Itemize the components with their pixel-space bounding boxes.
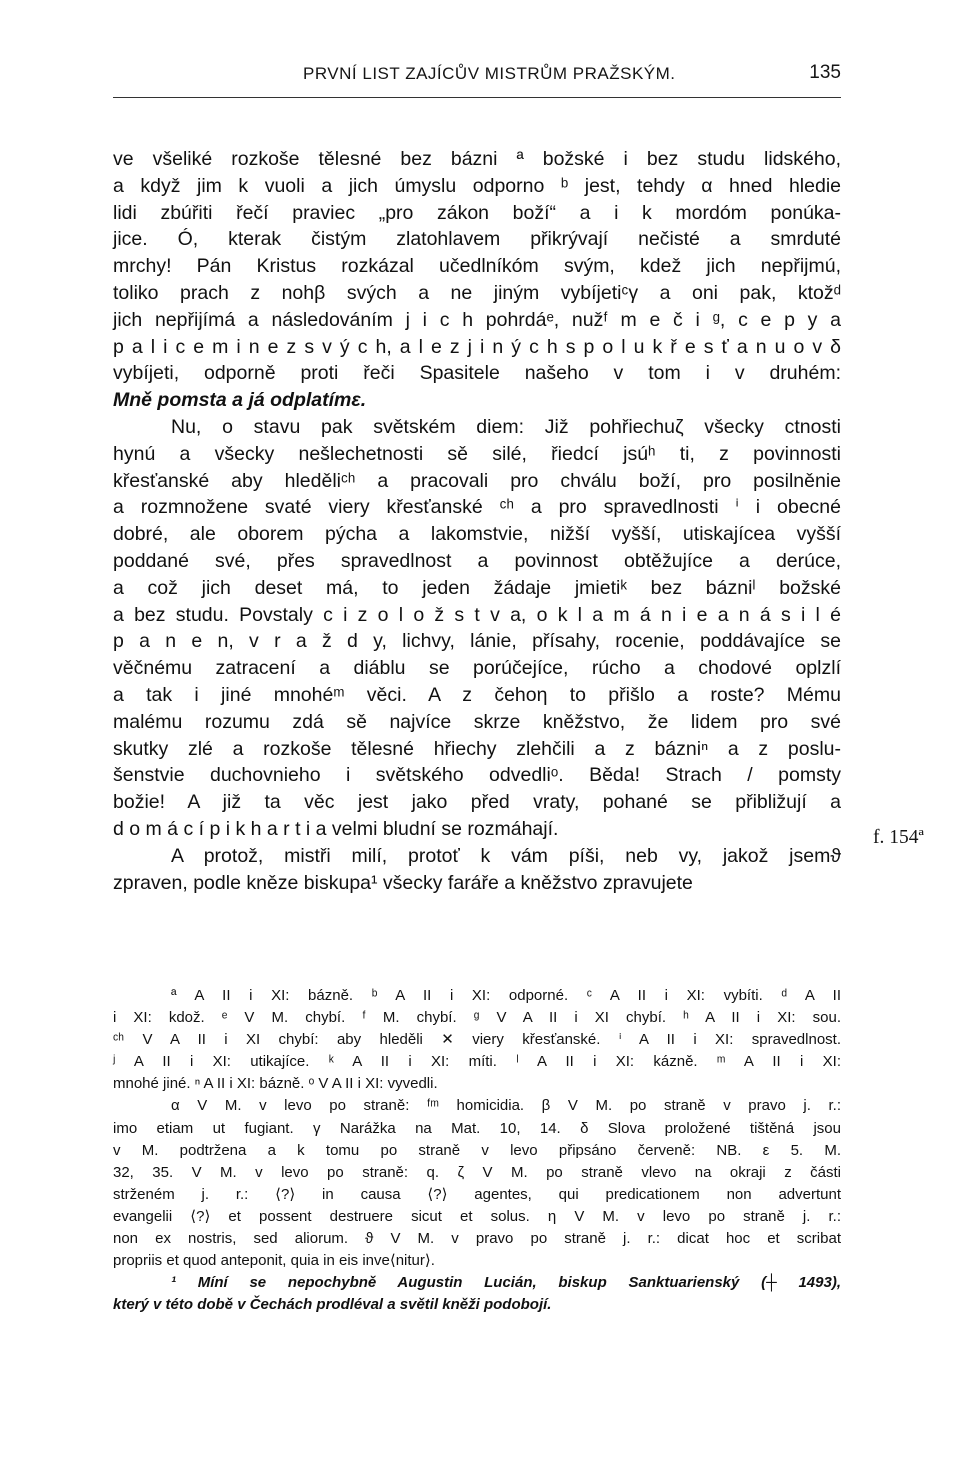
text-line: jice. Ó, kterak čistým zlatohlavem přikrývají nečisté a smrduté [113, 228, 841, 251]
text-line: mrchy! Pán Kristus rozkázal učedlníkóm svým, kdež jich nepřijmú, [113, 255, 841, 278]
text-line: ve všeliké rozkoše tělesné bez bázni ª božské i bez studu lidského, [113, 148, 841, 170]
text-line: a rozmnožene svaté viery křesťanské ᶜʰ a pro spravedlnosti ⁱ i obecné [113, 496, 841, 519]
text-line: vybíjeti, odporně proti řeči Spasitele našeho v tom i v druhém: [113, 362, 841, 385]
text-line: věčnému zatracení a diáblu se porúčejíce, rúcho a chodové oplzlí [113, 657, 841, 680]
text-line: křesťanské aby hleděliᶜʰ a pracovali pro chválu boží, pro posilněnie [113, 469, 841, 492]
text-line: a což jich deset má, to jeden žádaje jmietiᵏ bez bázniˡ božské [113, 576, 841, 599]
footnote-line: ¹ Míní se nepochybně Augustin Lucián, biskup Sanktuarienský (┼ 1493), [171, 1274, 841, 1292]
text-line: a když jim k vuoli a jich úmyslu odporno ᵇ jest, tehdy α hned hledie [113, 174, 841, 197]
apparatus-line: α V M. v levo po straně: ᶠᵐ homicidia. β V M. po straně v pravo j. r.: [171, 1097, 841, 1115]
apparatus-line: evangelii ⟨?⟩ et possent destruere sicut et solus. η V M. v levo po straně j. r.: [113, 1207, 841, 1225]
apparatus-line: non ex nostris, sed aliorum. ϑ V M. v pravo po straně j. r.: dicat hoc et scribat [113, 1230, 841, 1248]
text-line: jich nepřijímá a následováním j i c h pohrdáᵉ, nužᶠ m e č i ᵍ, c e p y a [113, 308, 841, 331]
apparatus-line: strženém j. r.: ⟨?⟩ in causa ⟨?⟩ agentes, qui predicationem non advertunt [113, 1185, 841, 1203]
text-line: Nu, o stavu pak světském diem: Již pohřiechuζ všecky ctnosti [171, 415, 841, 438]
text-line: malému rozumu zdá sě najvíce skrze kněžstvo, že lidem pro své [113, 710, 841, 733]
apparatus-line: imo etiam ut fugiant. γ Narážka na Mat. 10, 14. δ Slova proložené tištěná jsou [113, 1119, 841, 1137]
apparatus-line: mnohé jiné. ⁿ A II i XI: bázně. ᵒ V A II i XI: vyvedli. [113, 1075, 438, 1093]
text-line: skutky zlé a rozkoše tělesné hřiechy zlehčili a z bázniⁿ a z poslu- [113, 737, 841, 760]
page-number: 135 [809, 62, 841, 83]
apparatus-line: ʲ A II i XI: utikajíce. ᵏ A II i XI: míti. ˡ A II i XI: kázně. ᵐ A II i XI: [113, 1053, 841, 1071]
apparatus-line: i XI: kdož. ᵉ V M. chybí. ᶠ M. chybí. ᵍ V A II i XI chybí. ʰ A II i XI: sou. [113, 1009, 841, 1027]
text-line: p a l i c e m i n e z s v ý c h, a l e z j i n ý c h s p o l u k ř e s ť a n u o v δ [113, 335, 841, 358]
running-title: PRVNÍ LIST ZAJÍCŮV MISTRŮM PRAŽSKÝM. [303, 64, 676, 83]
critical-apparatus [113, 985, 841, 1316]
quote-line: Mně pomsta a já odplatímε. [113, 389, 367, 412]
footnote-line: který v této době v Čechách prodléval a světil kněži podobojí. [113, 1296, 552, 1314]
text-line: A protož, mistři milí, protoť k vám píši, neb vy, jakož jsemϑ [171, 844, 841, 867]
text-line: p a n e n, v r a ž d y, lichvy, lánie, přísahy, rocenie, poddávajíce se [113, 630, 841, 653]
header-rule [113, 97, 841, 98]
main-text [113, 146, 841, 896]
text-line: dobré, ale oborem pýcha a lakomstvie, nižší vyšší, utiskajícea vyšší [113, 523, 841, 546]
text-line: a bez studu. Povstaly c i z o l o ž s t v a, o k l a m á n i e a n á s i l é [113, 603, 841, 626]
text-line: šenstvie duchovnieho i světského odvedliᵒ. Běda! Strach / pomsty [113, 764, 841, 787]
apparatus-line: propriis et quod anteponit, quia in eis inve⟨nitur⟩. [113, 1252, 435, 1270]
text-line: toliko prach z nohβ svých a ne jiným vybíjetiᶜγ a oni pak, ktožᵈ [113, 281, 841, 304]
apparatus-line: 32, 35. V M. v levo po straně: q. ζ V M. po straně vlevo na okraji z části [113, 1163, 841, 1181]
text-line: poddané své, přes spravedlnost a povinnost obtěžujíce a derúce, [113, 549, 841, 572]
text-line: a tak i jiné mnohéᵐ věci. A z čehoη to přišlo a roste? Mému [113, 683, 841, 706]
apparatus-line: ª A II i XI: bázně. ᵇ A II i XI: odporné. ᶜ A II i XI: vybíti. ᵈ A II [171, 987, 841, 1004]
text-line: d o m á c í p i k h a r t i a velmi bludní se rozmáhají. [113, 817, 559, 840]
page-header [113, 62, 841, 90]
text-line: lidi zbúřiti řečí praviec „pro zákon boží“ a i k mordóm ponúka- [113, 201, 841, 224]
folio-margin-note: f. 154ª [873, 827, 924, 848]
text-line: zpraven, podle kněze biskupa¹ všecky faráře a kněžstvo zpravujete [113, 871, 693, 894]
text-line: božie! A již ta věc jest jako před vraty, pohané se přibližují a [113, 791, 841, 814]
apparatus-line: v M. podtržena a k tomu po straně v levo připsáno červeně: NB. ε 5. M. [113, 1141, 841, 1159]
text-line: hynú a všecky nešlechetnosti sě silé, řiedcí jsúʰ ti, z povinnosti [113, 442, 841, 465]
apparatus-line: ᶜʰ V A II i XI chybí: aby hleděli ✕ viery křesťanské. ⁱ A II i XI: spravedlnost. [113, 1031, 841, 1049]
